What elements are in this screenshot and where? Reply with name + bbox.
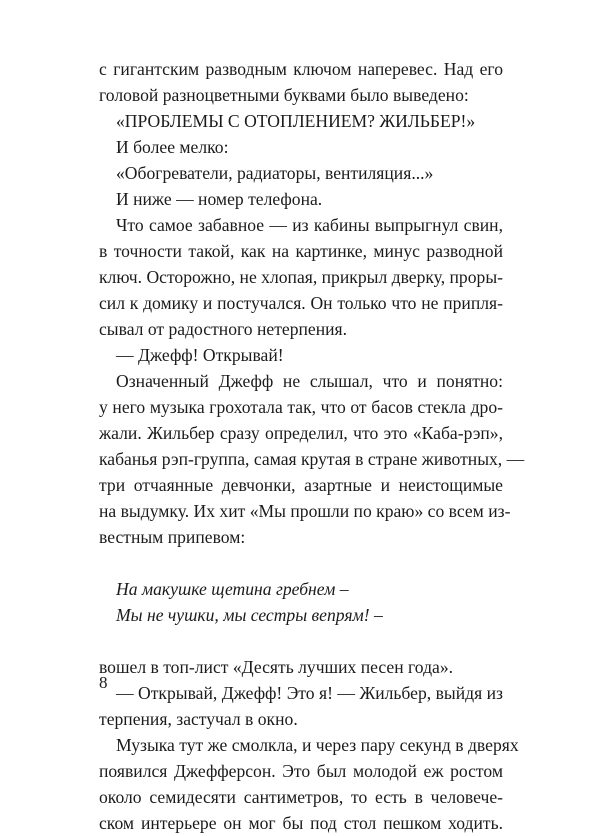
text-line: сывал от радостного нетерпения.	[99, 319, 348, 339]
text-line: — Открывай, Джефф! Это я! — Жильбер, выйдя из	[116, 683, 503, 703]
text-line: у него музыка грохотала так, что от басов стекла дро-	[99, 397, 503, 417]
stanza-gap-top	[99, 550, 503, 576]
text-line: появился Джефферсон. Это был молодой еж ростом	[99, 761, 503, 781]
text-line: сил к домику и постучался. Он только что не припля-	[99, 293, 503, 313]
stanza-gap-bottom	[99, 628, 503, 654]
text-line: с гигантским разводным ключом наперевес. Над его	[99, 59, 503, 79]
page-text	[99, 56, 525, 836]
poem-block	[99, 576, 503, 628]
text-line: Что самое забавное — из кабины выпрыгнул свин,	[116, 215, 503, 235]
text-line: «Обогреватели, радиаторы, вентиляция...»	[116, 163, 434, 183]
text-block-before-poem	[99, 56, 525, 550]
page-number: 8	[99, 673, 108, 692]
text-line: И ниже — номер телефона.	[116, 189, 323, 209]
text-line: — Джефф! Открывай!	[116, 345, 284, 365]
text-block-after-poem	[99, 654, 519, 836]
text-line: Означенный Джефф не слышал, что и понятно:	[116, 371, 503, 391]
text-line: ключ. Осторожно, не хлопая, прикрыл дверку, проры-	[99, 267, 503, 287]
text-line: кабанья рэп-группа, самая крутая в стране животных, —	[99, 449, 525, 469]
text-line: на выдумку. Их хит «Мы прошли по краю» со всем из-	[99, 501, 511, 521]
text-line: в точности такой, как на картинке, минус разводной	[99, 241, 503, 261]
text-line: около семидесяти сантиметров, то есть в человече-	[99, 787, 503, 807]
text-line: терпения, застучал в окно.	[99, 709, 298, 729]
text-line: И более мелко:	[116, 137, 229, 157]
text-line: три отчаянные девчонки, азартные и неистощимые	[99, 475, 503, 495]
text-line: жали. Жильбер сразу определил, что это «Каба-рэп»,	[99, 423, 503, 443]
text-line: вошел в топ-лист «Десять лучших песен года».	[99, 657, 454, 677]
text-line: головой разноцветными буквами было выведено:	[99, 85, 469, 105]
text-line: ском интерьере он мог бы под стол пешком ходить.	[99, 813, 503, 833]
text-line: вестным припевом:	[99, 527, 246, 547]
poem-line: На макушке щетина гребнем –	[116, 579, 349, 599]
text-line: Музыка тут же смолкла, и через пару секунд в дверях	[116, 735, 519, 755]
poem-line: Мы не чушки, мы сестры вепрям! –	[116, 605, 383, 625]
text-line: «ПРОБЛЕМЫ С ОТОПЛЕНИЕМ? ЖИЛЬБЕР!»	[116, 111, 476, 131]
